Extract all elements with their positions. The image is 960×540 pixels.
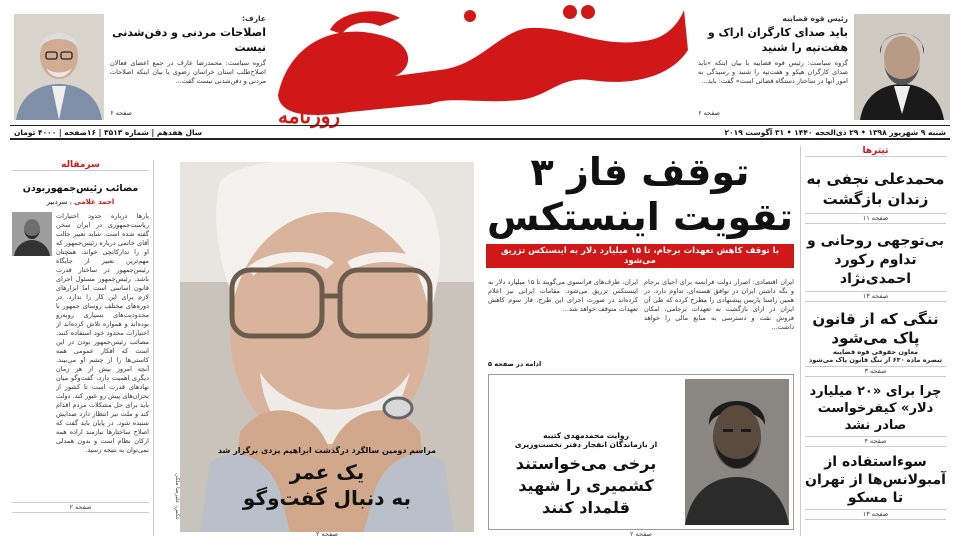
news-item-title: سوءاستفاده از آمبولانس‌ها از تهران تا مسکو <box>805 454 946 506</box>
editorial-title: مصائب رئیس‌جمهوربودن <box>22 183 139 194</box>
main-headline-line1: توقف فاز ۳ <box>530 150 750 194</box>
news-item[interactable] <box>805 383 946 447</box>
top-left-title: اصلاحات مردنی و دفن‌شدنی نیست <box>112 26 266 54</box>
news-section-label: تیترها <box>805 146 946 157</box>
date-bar <box>10 125 950 140</box>
feature-title-line1: یک عمر <box>289 460 365 484</box>
editorial-column[interactable]: سرمقاله مصائب رئیس‌جمهوربودن احمد غلامی ، سردبیر بارها درباره حدود اختیارات ریاست‌جمهوری در ایران سخن گفته شده است. شاید تعبیر جالب آقای خاتمی درباره رئیس‌جمهور که او را تدارکاتچی خواند، همچنان مهم‌ترین تعبیر از جایگاه رئیس‌جمهور در ساختار قدرت باشد. رئیس‌جمهور مسئول اجرای قانون اساسی است اما ابزارهای لازم برای این کار را ندارد. در دوره‌های مختلف روسای جمهور با محدودیت‌های بسیاری روبه‌رو بوده‌اند و همواره تلاش کرده‌اند از اختیارات محدود خود استفاده کنند. مصائب رئیس‌جمهور بودن در این است که افکار عمومی همه کاستی‌ها را از چشم او می‌بیند. آنچه امروز بیش از هر زمان دیگری اهمیت دارد، گفت‌وگو میان نهادهای قدرت است تا کشور از بحران‌های پیش رو عبور کند. دولت باید برای حل مشکلات مردم اقدام کند و ملت نیز انتظار دارد صدایش شنیده شود. در پایان باید گفت که اصلاح ساختارها نیازمند اراده همه ارکان نظام است و بدون همدلی نمی‌توان به نتیجه رسید. صفحه ۲ <box>8 160 154 536</box>
top-right-title: باید صدای کارگران اراک و هفت‌تپه را شنید <box>707 26 848 54</box>
news-item-title: محمدعلی نجفی به زندان بازگشت <box>806 170 945 208</box>
top-right-body: گروه سیاست: رئیس قوه قضاییه با بیان اینکه «باید صدای کارگران هپکو و هفت‌تپه را شنید و رسیدگی به امور آنها در ساختار دستگاه قضائی است» گفت: باید... <box>698 59 848 85</box>
editorial-section-label: سرمقاله <box>12 160 149 171</box>
story-kicker: روایت محمدمهدی کتیبه <box>543 431 629 440</box>
portrait-top-left <box>14 14 104 120</box>
editorial-author-photo <box>12 212 52 256</box>
top-right-kicker: رئیس قوه قضاییه <box>782 14 848 23</box>
story-title-line3: قلمداد کنند <box>542 498 630 517</box>
main-subhead: با توقف کاهش تعهدات برجام، تا ۱۵ میلیارد دلار به اینستکس تزریق می‌شود <box>486 244 794 268</box>
news-item-title: بی‌توجهی روحانی و تداوم رکورد احمدی‌نژاد <box>807 233 944 287</box>
story-title-line2: کشمیری را شهید <box>518 476 654 495</box>
feature-page: صفحه ۲ <box>315 530 339 538</box>
news-item-title: چرا برای «۲۰ میلیارد دلار» کیفرخواست صادر نشد <box>809 384 942 433</box>
logo-subtitle: روزنامه <box>278 104 341 128</box>
story-box[interactable] <box>488 374 794 538</box>
top-left-kicker: عارف: <box>242 14 266 23</box>
news-item-page: صفحه ۱۳ <box>805 291 946 302</box>
main-body-right: ایران اقتصادی: اصرار دولت فرانسه برای احیای برجام و نگه داشتن ایران در توافق هسته‌ای، تداوم دارد. در همین راستا پاریس پیشنهادی را مطرح کرده که طی آن ایران در ازای بازگشت به تعهدات برجامی، امکان فروش نفت و دسترسی به منابع مالی را خواهد داشت... <box>644 278 794 331</box>
news-column <box>800 146 950 536</box>
news-item[interactable] <box>805 310 946 377</box>
editorial-author: احمد غلامی <box>74 198 115 206</box>
news-item-title: ننگی که از قانون پاک می‌شود <box>812 310 939 347</box>
date-line: شنبه ۹ شهریور ۱۳۹۸ • ۲۹ ذی‌الحجه ۱۴۴۰ • ۳۱ آگوست ۲۰۱۹ <box>724 128 946 137</box>
story-page: صفحه ۲ <box>629 530 653 538</box>
main-story[interactable] <box>486 150 794 268</box>
top-right-story[interactable] <box>698 14 848 118</box>
news-item-page: صفحه ۱۱ <box>805 213 946 224</box>
editorial-author-role: سردبیر <box>46 198 68 206</box>
news-item-subtitle: تبصره ماده ۶۳۰ از ننگ قانون پاک می‌شود <box>808 356 943 364</box>
issue-line: سال هفدهم | شماره ۳۵۱۳ | ۱۶صفحه | ۴۰۰۰ تومان <box>14 128 203 137</box>
feature-photo[interactable] <box>180 162 474 532</box>
masthead-logo[interactable] <box>270 0 690 140</box>
news-item[interactable] <box>805 232 946 302</box>
feature-caption: مراسم دومین سالگرد درگذشت ابراهیم یزدی برگزار شد <box>217 446 437 455</box>
feature-photo-credit: عکس: علیرضا ملکی <box>174 472 180 520</box>
feature-title-line2: به دنبال گفت‌وگو <box>242 486 412 510</box>
main-body-left: ایران، طرف‌های فرانسوی می‌گویند تا ۱۵ میلیارد دلار به اینستکس تزریق می‌شود. مقامات ایرانی نیز اعلام کرده‌اند در صورت اجرای این طرح، فاز سوم کاهش تعهدات متوقف خواهد شد... <box>488 278 638 313</box>
portrait-top-right <box>854 14 950 120</box>
news-item-page: صفحه ۳ <box>805 366 946 377</box>
news-item[interactable] <box>805 169 946 224</box>
editorial-body: بارها درباره حدود اختیارات ریاست‌جمهوری در ایران سخن گفته شده است. شاید تعبیر جالب آقای خاتمی درباره رئیس‌جمهور که او را تدارکاتچی خواند، همچنان مهم‌ترین تعبیر از جایگاه رئیس‌جمهور در ساختار قدرت باشد. رئیس‌جمهور مسئول اجرای قانون اساسی است اما ابزارهای لازم برای این کار را ندارد. در دوره‌های مختلف روسای جمهور با محدودیت‌های بسیاری روبه‌رو بوده‌اند و همواره تلاش کرده‌اند از اختیارات محدود خود استفاده کنند. مصائب رئیس‌جمهور بودن در این است که افکار عمومی همه کاستی‌ها را از چشم او می‌بیند. آنچه امروز بیش از هر زمان دیگری اهمیت دارد، گفت‌وگو میان نهادهای قدرت است تا کشور از بحران‌های پیش رو عبور کند. دولت باید برای حل مشکلات مردم اقدام کند و ملت نیز انتظار دارد صدایش شنیده شود. در پایان باید گفت که اصلاح ساختارها نیازمند اراده همه ارکان نظام است و بدون همدلی نمی‌توان به نتیجه رسید. <box>56 212 149 454</box>
main-headline-line2: تقویت اینستکس <box>487 195 793 239</box>
news-item-page: صفحه ۴ <box>805 436 946 447</box>
top-left-body: گروه سیاست: محمدرضا عارف در جمع اعضای فعالان اصلاح‌طلب استان خراسان رضوی با بیان اینکه اصلاحات مردنی و دفن‌شدنی نیست گفت... <box>110 59 266 85</box>
editorial-page: صفحه ۲ <box>12 502 149 513</box>
top-left-story[interactable] <box>110 14 266 118</box>
top-left-page: صفحه ۶ <box>110 109 133 117</box>
news-item-kicker: معاون حقوقی قوه قضاییه <box>832 348 919 356</box>
top-right-page: صفحه ۶ <box>698 109 721 117</box>
story-kicker-2: از بازماندگان انفجار دفتر نخست‌وزیری <box>514 440 658 449</box>
news-item-page: صفحه ۱۳ <box>805 509 946 520</box>
story-title-line1: برخی می‌خواستند <box>515 454 657 473</box>
portrait-historic <box>685 379 789 525</box>
main-continue-page: ادامه در صفحه ۵ <box>488 360 542 368</box>
news-item[interactable] <box>805 453 946 520</box>
